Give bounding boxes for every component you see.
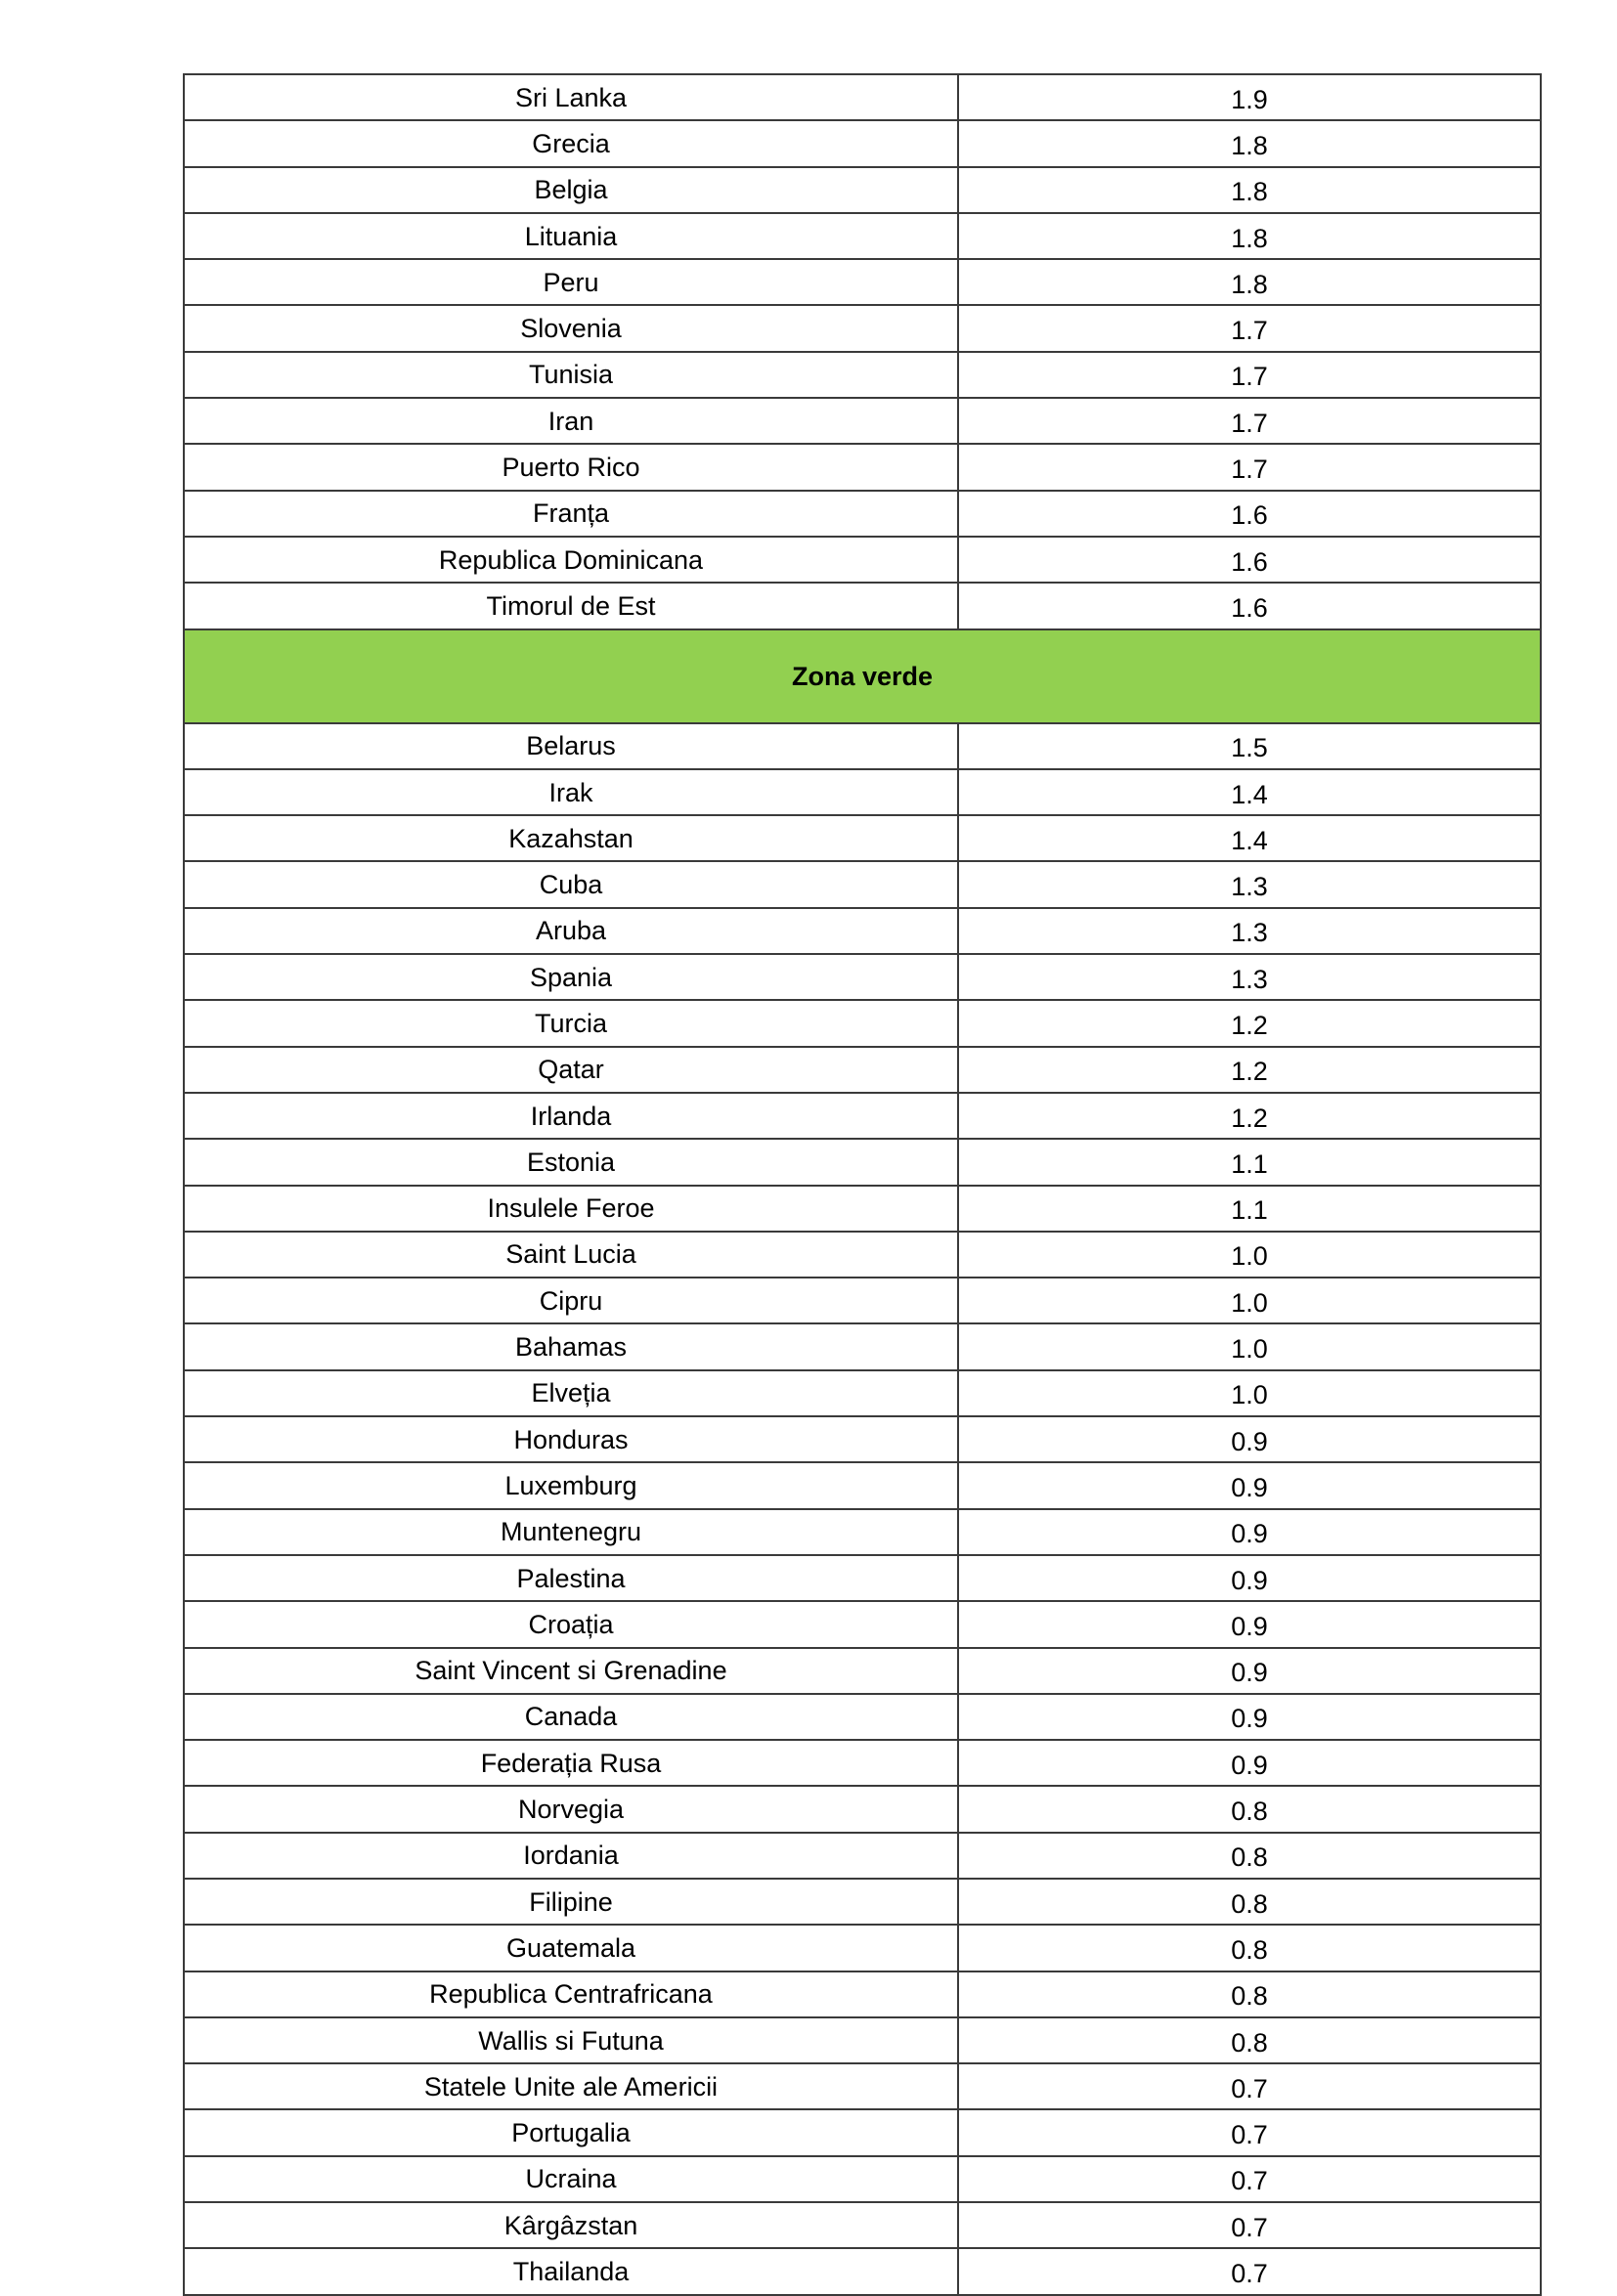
value-cell: 0.7 — [958, 2248, 1541, 2294]
country-cell: Iran — [184, 398, 958, 444]
table-row — [184, 1139, 1541, 1185]
value-cell: 1.9 — [958, 74, 1541, 120]
country-cell: Turcia — [184, 1000, 958, 1046]
table-row — [184, 2109, 1541, 2155]
country-cell: Statele Unite ale Americii — [184, 2063, 958, 2109]
value-cell: 1.8 — [958, 259, 1541, 305]
value-cell: 1.6 — [958, 583, 1541, 628]
table-row — [184, 1601, 1541, 1647]
country-cell: Puerto Rico — [184, 444, 958, 490]
value-cell: 1.2 — [958, 1000, 1541, 1046]
table-row — [184, 1093, 1541, 1139]
country-cell: Thailanda — [184, 2248, 958, 2294]
zone-header-label: Zona verde — [184, 629, 1541, 723]
table-row — [184, 1833, 1541, 1879]
value-cell: 1.5 — [958, 723, 1541, 769]
country-cell: Republica Centrafricana — [184, 1971, 958, 2017]
value-cell: 0.9 — [958, 1740, 1541, 1786]
table-row — [184, 1462, 1541, 1508]
country-cell: Sri Lanka — [184, 74, 958, 120]
value-cell: 0.9 — [958, 1462, 1541, 1508]
country-cell: Cuba — [184, 861, 958, 907]
value-cell: 0.9 — [958, 1509, 1541, 1555]
country-cell: Iordania — [184, 1833, 958, 1879]
country-cell: Norvegia — [184, 1786, 958, 1832]
country-cell: Republica Dominicana — [184, 537, 958, 583]
country-cell: Guatemala — [184, 1925, 958, 1971]
value-cell: 1.2 — [958, 1093, 1541, 1139]
value-cell: 0.8 — [958, 1925, 1541, 1971]
table-row — [184, 2248, 1541, 2294]
table-row — [184, 769, 1541, 815]
value-cell: 1.0 — [958, 1323, 1541, 1369]
value-cell: 1.7 — [958, 352, 1541, 398]
country-cell: Luxemburg — [184, 1462, 958, 1508]
table-row — [184, 1278, 1541, 1323]
table-row — [184, 1186, 1541, 1232]
value-cell: 1.3 — [958, 861, 1541, 907]
table-row — [184, 444, 1541, 490]
country-cell: Franța — [184, 491, 958, 537]
country-cell: Saint Lucia — [184, 1232, 958, 1278]
table-row — [184, 1694, 1541, 1740]
table-row — [184, 1648, 1541, 1694]
value-cell: 0.8 — [958, 2017, 1541, 2063]
country-cell: Kârgâzstan — [184, 2202, 958, 2248]
value-cell: 0.7 — [958, 2156, 1541, 2202]
table-row — [184, 2202, 1541, 2248]
value-cell: 1.8 — [958, 120, 1541, 166]
value-cell: 1.6 — [958, 491, 1541, 537]
country-cell: Bahamas — [184, 1323, 958, 1369]
country-cell: Irlanda — [184, 1093, 958, 1139]
country-cell: Ucraina — [184, 2156, 958, 2202]
table-row — [184, 2017, 1541, 2063]
table-row — [184, 2063, 1541, 2109]
value-cell: 1.8 — [958, 213, 1541, 259]
country-cell: Saint Vincent si Grenadine — [184, 1648, 958, 1694]
value-cell: 0.8 — [958, 1971, 1541, 2017]
value-cell: 0.9 — [958, 1648, 1541, 1694]
country-cell: Peru — [184, 259, 958, 305]
value-cell: 1.0 — [958, 1278, 1541, 1323]
table-row — [184, 120, 1541, 166]
table-row — [184, 1925, 1541, 1971]
table-row — [184, 167, 1541, 213]
table-row — [184, 1509, 1541, 1555]
table-row — [184, 1323, 1541, 1369]
country-cell: Cipru — [184, 1278, 958, 1323]
value-cell: 1.7 — [958, 305, 1541, 351]
value-cell: 1.4 — [958, 769, 1541, 815]
value-cell: 1.4 — [958, 815, 1541, 861]
table-row — [184, 1971, 1541, 2017]
value-cell: 1.0 — [958, 1370, 1541, 1416]
table-row — [184, 908, 1541, 954]
table-row — [184, 352, 1541, 398]
country-values-table — [183, 73, 1542, 2296]
table-row — [184, 2156, 1541, 2202]
value-cell: 0.8 — [958, 1833, 1541, 1879]
zone-header-row — [184, 629, 1541, 723]
value-cell: 0.9 — [958, 1694, 1541, 1740]
country-cell: Portugalia — [184, 2109, 958, 2155]
value-cell: 0.9 — [958, 1555, 1541, 1601]
table-row — [184, 1879, 1541, 1925]
country-cell: Croația — [184, 1601, 958, 1647]
country-cell: Spania — [184, 954, 958, 1000]
country-cell: Timorul de Est — [184, 583, 958, 628]
table-row — [184, 954, 1541, 1000]
table-row — [184, 1000, 1541, 1046]
country-cell: Aruba — [184, 908, 958, 954]
country-cell: Elveția — [184, 1370, 958, 1416]
table-row — [184, 1740, 1541, 1786]
country-cell: Insulele Feroe — [184, 1186, 958, 1232]
table-row — [184, 398, 1541, 444]
country-cell: Grecia — [184, 120, 958, 166]
country-cell: Honduras — [184, 1416, 958, 1462]
value-cell: 1.8 — [958, 167, 1541, 213]
country-cell: Muntenegru — [184, 1509, 958, 1555]
table-row — [184, 861, 1541, 907]
value-cell: 1.1 — [958, 1139, 1541, 1185]
value-cell: 1.7 — [958, 398, 1541, 444]
country-cell: Palestina — [184, 1555, 958, 1601]
country-cell: Filipine — [184, 1879, 958, 1925]
value-cell: 1.3 — [958, 954, 1541, 1000]
value-cell: 0.7 — [958, 2063, 1541, 2109]
country-cell: Irak — [184, 769, 958, 815]
value-cell: 0.8 — [958, 1786, 1541, 1832]
value-cell: 0.8 — [958, 1879, 1541, 1925]
table-row — [184, 305, 1541, 351]
table-row — [184, 1555, 1541, 1601]
table-row — [184, 491, 1541, 537]
table-row — [184, 583, 1541, 628]
country-cell: Tunisia — [184, 352, 958, 398]
table-row — [184, 74, 1541, 120]
value-cell: 0.7 — [958, 2202, 1541, 2248]
value-cell: 1.2 — [958, 1047, 1541, 1093]
value-cell: 0.7 — [958, 2109, 1541, 2155]
table-row — [184, 1416, 1541, 1462]
table-row — [184, 723, 1541, 769]
table-row — [184, 537, 1541, 583]
country-cell: Estonia — [184, 1139, 958, 1185]
value-cell: 0.9 — [958, 1416, 1541, 1462]
country-cell: Canada — [184, 1694, 958, 1740]
value-cell: 1.1 — [958, 1186, 1541, 1232]
table-row — [184, 259, 1541, 305]
table-row — [184, 1232, 1541, 1278]
value-cell: 1.6 — [958, 537, 1541, 583]
country-cell: Federația Rusa — [184, 1740, 958, 1786]
table-row — [184, 1786, 1541, 1832]
value-cell: 0.9 — [958, 1601, 1541, 1647]
country-cell: Belgia — [184, 167, 958, 213]
country-cell: Belarus — [184, 723, 958, 769]
country-cell: Lituania — [184, 213, 958, 259]
table-row — [184, 1047, 1541, 1093]
country-cell: Slovenia — [184, 305, 958, 351]
table-row — [184, 815, 1541, 861]
country-cell: Kazahstan — [184, 815, 958, 861]
table-row — [184, 1370, 1541, 1416]
value-cell: 1.7 — [958, 444, 1541, 490]
country-cell: Qatar — [184, 1047, 958, 1093]
table-body — [184, 74, 1541, 2295]
value-cell: 1.0 — [958, 1232, 1541, 1278]
country-cell: Wallis si Futuna — [184, 2017, 958, 2063]
table-row — [184, 213, 1541, 259]
value-cell: 1.3 — [958, 908, 1541, 954]
